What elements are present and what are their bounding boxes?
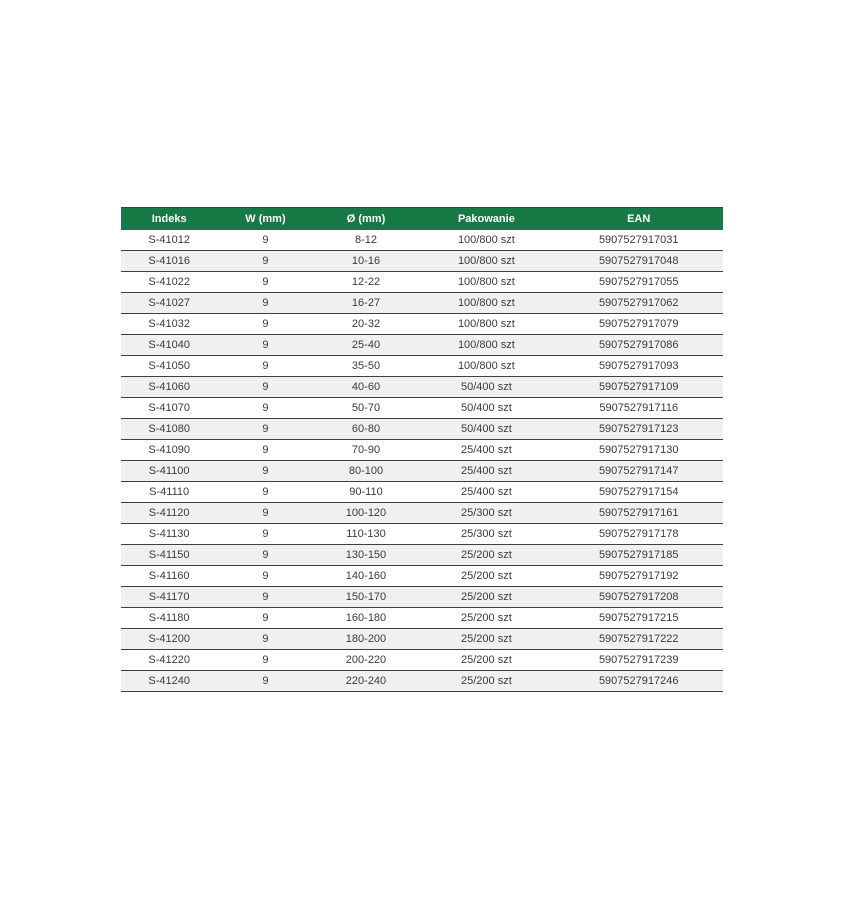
cell-diameter-mm: 10-16 <box>314 251 419 272</box>
cell-pakowanie: 50/400 szt <box>418 398 554 419</box>
cell-diameter-mm: 20-32 <box>314 314 419 335</box>
cell-indeks: S-41060 <box>121 377 217 398</box>
cell-diameter-mm: 130-150 <box>314 545 419 566</box>
cell-ean: 5907527917109 <box>554 377 723 398</box>
cell-diameter-mm: 220-240 <box>314 671 419 692</box>
table-row <box>121 251 723 272</box>
cell-indeks: S-41180 <box>121 608 217 629</box>
table-row <box>121 314 723 335</box>
cell-pakowanie: 50/400 szt <box>418 419 554 440</box>
cell-w-mm: 9 <box>217 608 313 629</box>
cell-ean: 5907527917062 <box>554 293 723 314</box>
cell-indeks: S-41070 <box>121 398 217 419</box>
cell-pakowanie: 25/200 szt <box>418 608 554 629</box>
table-row <box>121 461 723 482</box>
cell-w-mm: 9 <box>217 356 313 377</box>
cell-indeks: S-41150 <box>121 545 217 566</box>
cell-diameter-mm: 80-100 <box>314 461 419 482</box>
cell-ean: 5907527917048 <box>554 251 723 272</box>
cell-pakowanie: 100/800 szt <box>418 293 554 314</box>
cell-indeks: S-41240 <box>121 671 217 692</box>
cell-diameter-mm: 100-120 <box>314 503 419 524</box>
cell-indeks: S-41050 <box>121 356 217 377</box>
cell-indeks: S-41170 <box>121 587 217 608</box>
cell-ean: 5907527917178 <box>554 524 723 545</box>
cell-diameter-mm: 8-12 <box>314 230 419 251</box>
cell-pakowanie: 100/800 szt <box>418 272 554 293</box>
table-row <box>121 356 723 377</box>
cell-indeks: S-41040 <box>121 335 217 356</box>
header-row <box>121 208 723 231</box>
col-header-diameter-mm: Ø (mm) <box>314 208 419 231</box>
cell-w-mm: 9 <box>217 440 313 461</box>
cell-indeks: S-41110 <box>121 482 217 503</box>
cell-ean: 5907527917192 <box>554 566 723 587</box>
cell-w-mm: 9 <box>217 251 313 272</box>
cell-indeks: S-41080 <box>121 419 217 440</box>
table-row <box>121 671 723 692</box>
col-header-pakowanie: Pakowanie <box>418 208 554 231</box>
table-row <box>121 419 723 440</box>
table-body <box>121 230 723 692</box>
cell-pakowanie: 25/200 szt <box>418 650 554 671</box>
cell-indeks: S-41022 <box>121 272 217 293</box>
table-row <box>121 272 723 293</box>
cell-w-mm: 9 <box>217 524 313 545</box>
table-row <box>121 335 723 356</box>
cell-diameter-mm: 200-220 <box>314 650 419 671</box>
cell-w-mm: 9 <box>217 461 313 482</box>
cell-ean: 5907527917055 <box>554 272 723 293</box>
cell-pakowanie: 25/400 szt <box>418 461 554 482</box>
cell-pakowanie: 100/800 szt <box>418 230 554 251</box>
cell-w-mm: 9 <box>217 398 313 419</box>
cell-diameter-mm: 40-60 <box>314 377 419 398</box>
cell-indeks: S-41220 <box>121 650 217 671</box>
cell-diameter-mm: 35-50 <box>314 356 419 377</box>
cell-w-mm: 9 <box>217 482 313 503</box>
cell-diameter-mm: 50-70 <box>314 398 419 419</box>
cell-indeks: S-41012 <box>121 230 217 251</box>
cell-diameter-mm: 70-90 <box>314 440 419 461</box>
cell-w-mm: 9 <box>217 314 313 335</box>
table-row <box>121 629 723 650</box>
cell-diameter-mm: 12-22 <box>314 272 419 293</box>
table-row <box>121 482 723 503</box>
cell-diameter-mm: 160-180 <box>314 608 419 629</box>
cell-w-mm: 9 <box>217 671 313 692</box>
cell-w-mm: 9 <box>217 377 313 398</box>
product-table-container <box>121 207 723 692</box>
table-row <box>121 293 723 314</box>
cell-pakowanie: 100/800 szt <box>418 356 554 377</box>
cell-pakowanie: 25/400 szt <box>418 482 554 503</box>
cell-ean: 5907527917116 <box>554 398 723 419</box>
table-row <box>121 545 723 566</box>
cell-indeks: S-41016 <box>121 251 217 272</box>
col-header-w-mm: W (mm) <box>217 208 313 231</box>
cell-w-mm: 9 <box>217 566 313 587</box>
cell-ean: 5907527917093 <box>554 356 723 377</box>
table-row <box>121 650 723 671</box>
cell-diameter-mm: 150-170 <box>314 587 419 608</box>
cell-ean: 5907527917147 <box>554 461 723 482</box>
cell-w-mm: 9 <box>217 272 313 293</box>
cell-diameter-mm: 140-160 <box>314 566 419 587</box>
cell-pakowanie: 25/200 szt <box>418 545 554 566</box>
cell-ean: 5907527917086 <box>554 335 723 356</box>
col-header-ean: EAN <box>554 208 723 231</box>
cell-indeks: S-41130 <box>121 524 217 545</box>
cell-indeks: S-41032 <box>121 314 217 335</box>
cell-diameter-mm: 90-110 <box>314 482 419 503</box>
cell-w-mm: 9 <box>217 629 313 650</box>
cell-ean: 5907527917130 <box>554 440 723 461</box>
cell-ean: 5907527917239 <box>554 650 723 671</box>
cell-pakowanie: 50/400 szt <box>418 377 554 398</box>
cell-w-mm: 9 <box>217 503 313 524</box>
cell-diameter-mm: 16-27 <box>314 293 419 314</box>
cell-ean: 5907527917185 <box>554 545 723 566</box>
table-header <box>121 208 723 231</box>
cell-pakowanie: 100/800 szt <box>418 314 554 335</box>
cell-pakowanie: 25/400 szt <box>418 440 554 461</box>
cell-w-mm: 9 <box>217 650 313 671</box>
cell-w-mm: 9 <box>217 293 313 314</box>
table-row <box>121 608 723 629</box>
table-row <box>121 398 723 419</box>
cell-diameter-mm: 180-200 <box>314 629 419 650</box>
product-table <box>121 207 723 692</box>
cell-pakowanie: 100/800 szt <box>418 251 554 272</box>
cell-w-mm: 9 <box>217 587 313 608</box>
cell-pakowanie: 25/200 szt <box>418 671 554 692</box>
cell-ean: 5907527917208 <box>554 587 723 608</box>
cell-ean: 5907527917079 <box>554 314 723 335</box>
cell-ean: 5907527917222 <box>554 629 723 650</box>
table-row <box>121 503 723 524</box>
cell-pakowanie: 25/200 szt <box>418 566 554 587</box>
cell-indeks: S-41120 <box>121 503 217 524</box>
cell-ean: 5907527917215 <box>554 608 723 629</box>
cell-indeks: S-41200 <box>121 629 217 650</box>
cell-ean: 5907527917123 <box>554 419 723 440</box>
table-row <box>121 566 723 587</box>
col-header-indeks: Indeks <box>121 208 217 231</box>
cell-diameter-mm: 25-40 <box>314 335 419 356</box>
cell-pakowanie: 25/300 szt <box>418 503 554 524</box>
cell-diameter-mm: 60-80 <box>314 419 419 440</box>
cell-pakowanie: 25/200 szt <box>418 629 554 650</box>
cell-pakowanie: 25/200 szt <box>418 587 554 608</box>
table-row <box>121 587 723 608</box>
cell-indeks: S-41027 <box>121 293 217 314</box>
cell-ean: 5907527917031 <box>554 230 723 251</box>
cell-indeks: S-41160 <box>121 566 217 587</box>
cell-ean: 5907527917246 <box>554 671 723 692</box>
table-row <box>121 377 723 398</box>
cell-w-mm: 9 <box>217 545 313 566</box>
cell-pakowanie: 25/300 szt <box>418 524 554 545</box>
cell-indeks: S-41100 <box>121 461 217 482</box>
table-row <box>121 440 723 461</box>
cell-diameter-mm: 110-130 <box>314 524 419 545</box>
cell-pakowanie: 100/800 szt <box>418 335 554 356</box>
cell-w-mm: 9 <box>217 419 313 440</box>
cell-w-mm: 9 <box>217 230 313 251</box>
table-row <box>121 230 723 251</box>
cell-w-mm: 9 <box>217 335 313 356</box>
cell-indeks: S-41090 <box>121 440 217 461</box>
table-row <box>121 524 723 545</box>
cell-ean: 5907527917154 <box>554 482 723 503</box>
cell-ean: 5907527917161 <box>554 503 723 524</box>
